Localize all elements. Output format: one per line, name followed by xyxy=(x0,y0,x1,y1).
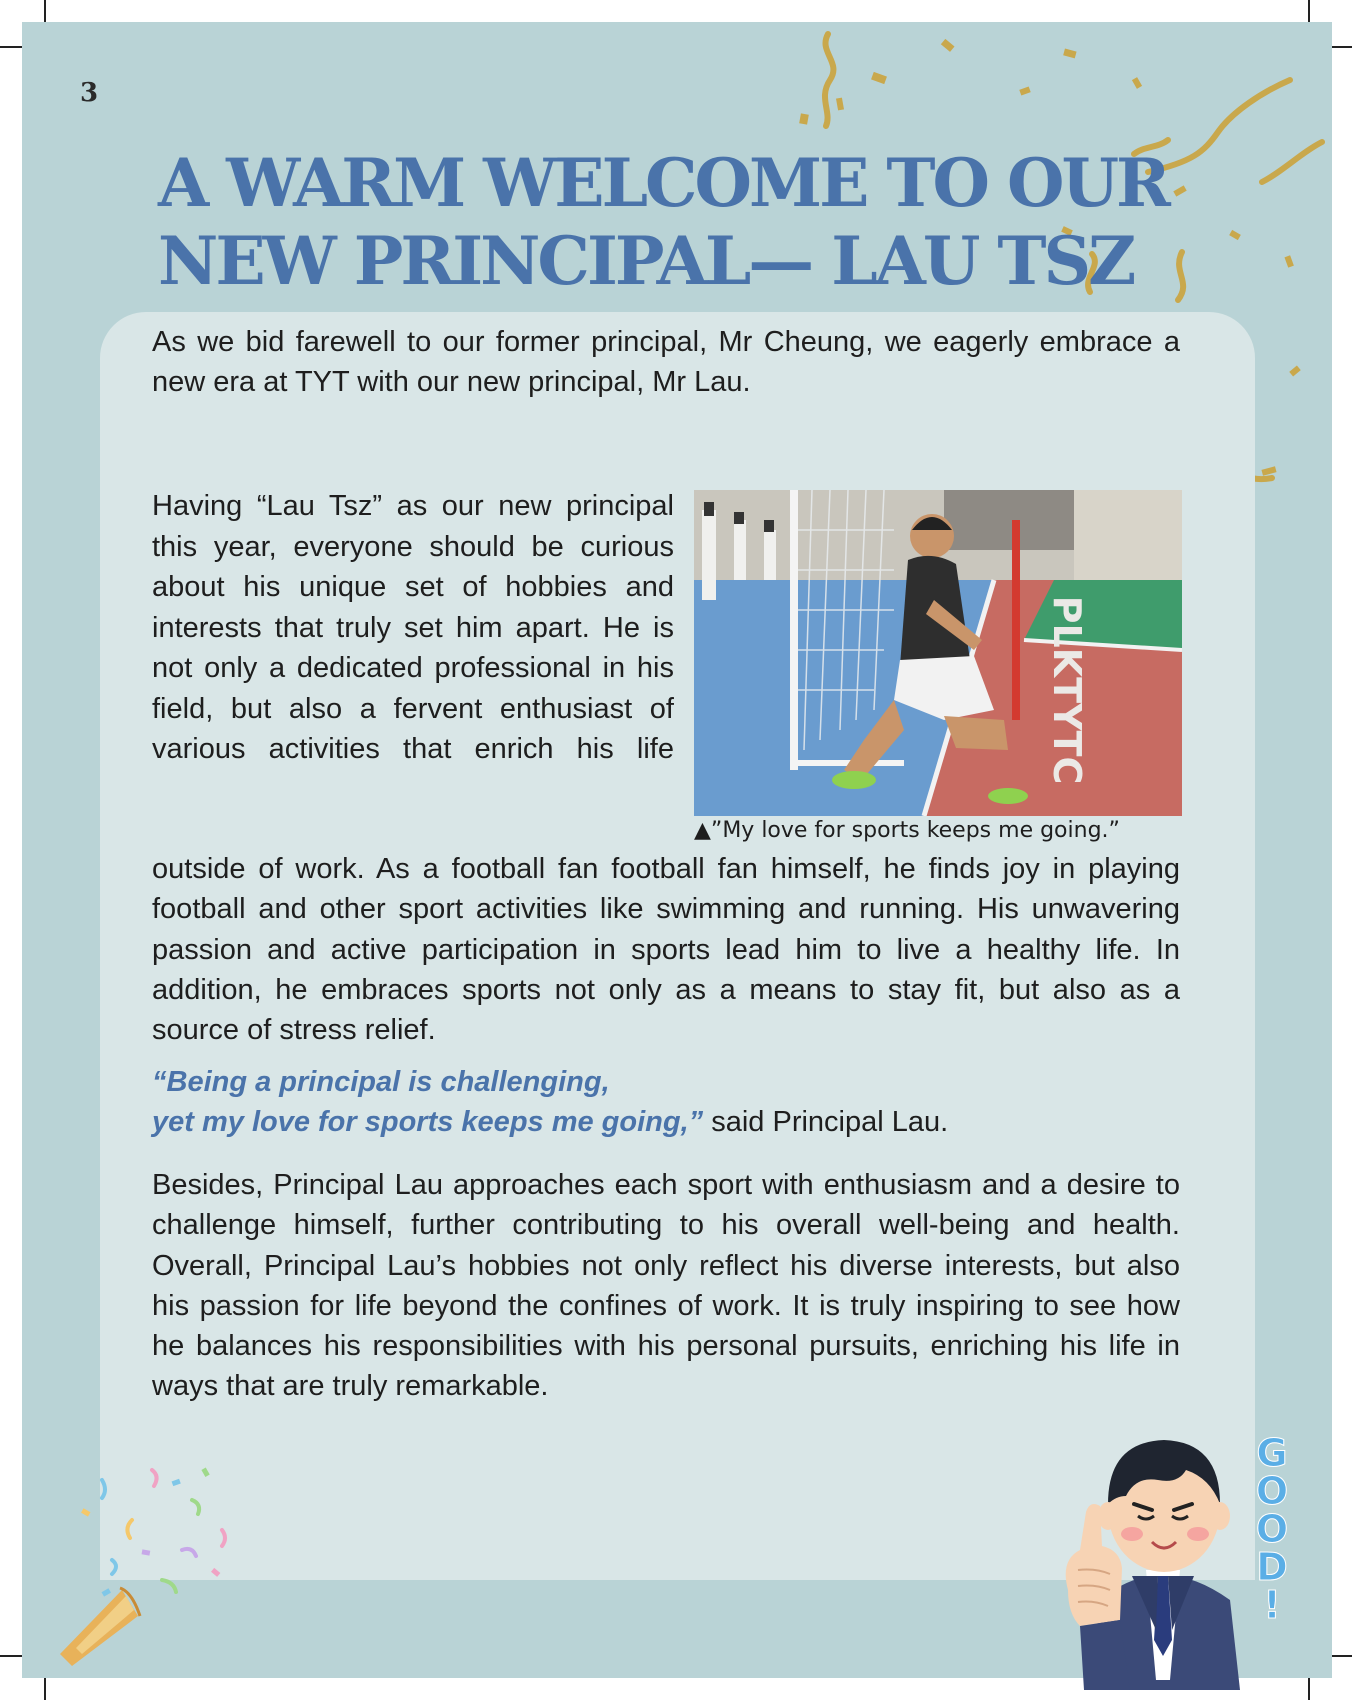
crop-mark xyxy=(1308,0,1310,22)
headline-line-2: NEW PRINCIPAL— LAU TSZ xyxy=(158,222,1134,300)
crop-mark xyxy=(1308,1678,1310,1700)
intro-paragraph: As we bid farewell to our former principal, Mr Cheung, we eagerly embrace a new era at TYT with our new principal, Mr Lau. xyxy=(152,326,1180,399)
quote-line-2: yet my love for sports keeps me going,” xyxy=(152,1106,704,1139)
crop-mark xyxy=(44,1678,46,1700)
closing-paragraph: Besides, Principal Lau approaches each sport with enthusiasm and a desire to challenge himself, further contributing to his overall well-being and health. Overall, Principal Lau’s hobbies not only reflect his diverse interests, but also his passion for life beyond the confines of work. It is truly inspiring to see how he balances his responsibilities with his personal pursuits, enriching his life in ways that are truly remarkable. xyxy=(152,1169,1180,1403)
crop-mark xyxy=(0,1655,22,1657)
principal-quote xyxy=(152,1062,1180,1143)
principal-cartoon-illustration xyxy=(1060,1400,1260,1690)
crop-mark xyxy=(1332,1655,1352,1657)
good-sticker-text xyxy=(1252,1431,1292,1627)
crop-mark xyxy=(1332,46,1352,48)
hobbies-paragraph-part2: outside of work. As a football fan football fan himself, he finds joy in playing football and other sport activities like swimming and running. His unwavering passion and active participation in sports lead him to live a healthy life. In addition, he embraces sports not only as a means to stay fit, but also as a source of stress relief. xyxy=(152,853,1180,1047)
photo-illustration xyxy=(694,490,1182,816)
party-popper-icon xyxy=(42,1440,262,1670)
caption-triangle-icon: ▲ xyxy=(694,818,711,843)
crop-mark xyxy=(44,0,46,22)
good-letter: ! xyxy=(1263,1583,1281,1627)
page-number: 3 xyxy=(80,78,99,108)
good-letter: G xyxy=(1256,1431,1288,1475)
photo-caption xyxy=(694,818,1120,843)
photo-caption-text: ”My love for sports keeps me going.” xyxy=(710,818,1120,843)
good-letter: O xyxy=(1255,1507,1289,1551)
good-letter: O xyxy=(1255,1469,1289,1513)
good-letter: D xyxy=(1256,1545,1288,1589)
quote-line-1: “Being a principal is challenging, xyxy=(152,1066,610,1098)
court-lettering: PLKTYTC xyxy=(1045,595,1089,785)
article-headline xyxy=(158,144,1168,300)
crop-mark xyxy=(0,46,22,48)
hobbies-paragraph-part1: Having “Lau Tsz” as our new principal this year, everyone should be curious about his unique set of hobbies and interests that truly set him apart. He is not only a dedicated professional in his field, but also a fervent enthusiast of various activities that enrich his life xyxy=(152,490,674,765)
principal-sports-photo xyxy=(694,490,1182,816)
headline-line-1: A WARM WELCOME TO OUR xyxy=(158,144,1168,222)
quote-attribution: said Principal Lau. xyxy=(703,1106,949,1139)
